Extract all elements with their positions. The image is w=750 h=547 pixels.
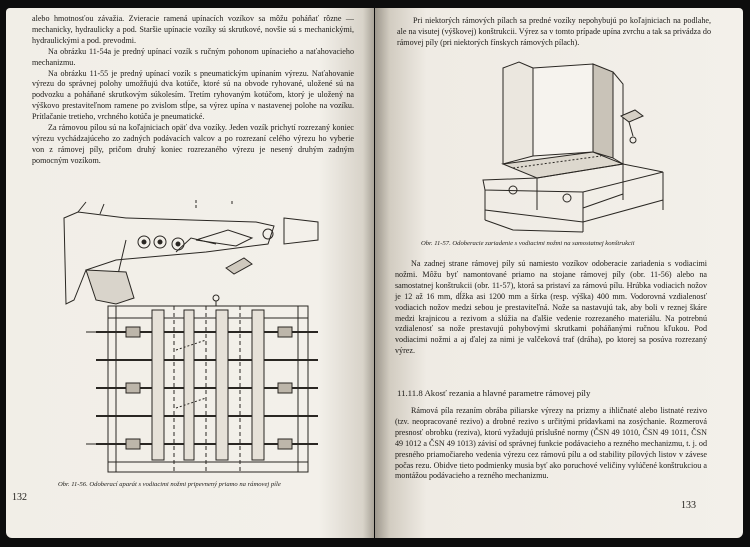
right-page-section [395, 406, 707, 482]
section-heading: 11.11.8 Akosť rezania a hlavné parametre rámovej píly [397, 388, 591, 398]
page-number: 133 [681, 500, 696, 511]
right-page [375, 8, 743, 538]
left-page [6, 8, 374, 538]
paragraph: Na obrázku 11-55 je predný upínací vozík s pneumatickým upínaním výrezu. Naťahovanie výrezu do správnej polohy umožňujú dva kotúče, ktoré sú na obvode ryhované, uložené sú na podvozku a poháňané skrutkovým súkolesím. Tretím ryhovaným kotúčom, ktorý je uložený na výškovo prestaviteľnom ramene po zvislom stĺpe, sa výrez upína v nastavenej polohe na vozíku. Prítlačanie tretieho, vrchného kotúča je pneumatické. [32, 68, 354, 122]
paragraph: Na zadnej strane rámovej píly sú namiesto vozíkov odoberacie zariadenia s vodiacimi nožmi. Môžu byť namontované priamo na stojane rámovej píly (obr. 11-56) alebo na samostatnej konštrukcii (obr. 11-57), ktorá sa pristaví za rámovú pílu. Hrúbka vodiacich nožov je 12 až 16 mm, dĺžka asi 1200 mm a šírka (resp. výška) 400 mm. Vodorovná vzdialenosť vodiacich nožov medzi sebou je prestaviteľná. Nože sa nastavujú tak, aby boli v reznej škáre medzi krajnicou a rezivom a slúžia na ďalšie vedenie rozrezaného materiálu. Na potrebnú vzdialenosť sa nože prestavujú pohybovými skrutkami poháňanými ručnou kľukou. Pod vodiacimi nožmi a aj ďalej za nimi je valčeková traf (dráha), po ktorej sa posúva rozrezaný výrez. [395, 259, 707, 356]
figure-caption: Obr. 11-57. Odoberacie zariadenie s vodiacimi nožmi na samostatnej konštrukcii [421, 240, 635, 247]
paragraph: Pri niektorých rámových pílach sa predné vozíky nepohybujú po koľajniciach na podlahe, ale na visutej (výškovej) konštrukcii. Výrez sa v tomto prípade upína zvrchu a tak sa privádza do rámovej píly (pri niektorých fínskych rámových pílach). [397, 16, 711, 47]
right-page-intro [397, 16, 711, 49]
paragraph: Rámová píla rezaním obrába piliarske výrezy na prizmy a ihličnaté alebo listnaté rezivo (tzv. neopracované rezivo) a drobné rezivo s určitými prídavkami na zosýchanie. Rozmerová presnosť obrobku (reziva), ktorú vyžadujú príslušné normy (ČSN 49 1010, ČSN 49 1011, ČSN 49 1012 a ČSN 49 1013) závisí od správnej funkcie podávacieho a rezného mechanizmu, t. j. od presného priamočiareho vedenia výrezu cez rámovú pílu a od stability pílových listov v závese počas rezu. Obidve tieto podmienky musia byť ako poruchové veličiny vylúčené konštrukciou a montážou podávacieho a rezného mechanizmu. [395, 406, 707, 481]
figure-11-57-drawing [473, 60, 671, 238]
figure-caption: Obr. 11-56. Odoberací aparát s vodiacimi nožmi pripevnený priamo na rámovej píle [58, 481, 281, 488]
paragraph: Za rámovou pílou sú na koľajniciach opäť dva vozíky. Jeden vozík prichytí rozrezaný koniec výrezu vychádzajúceho zo zadných podávacích valcov a po rozrezaní celého výrezu ho vyberie von z rámovej píly, pričom druhý koniec rozrezaného výrezu je nesený druhým zadným pomocným vozíkom. [32, 123, 354, 165]
right-page-body [395, 259, 707, 357]
paragraph: Na obrázku 11-54a je predný upínací vozík s ručným pohonom upínacieho a naťahovacieho mechanizmu. [32, 46, 354, 67]
page-number: 132 [12, 492, 27, 503]
figure-11-56-drawing [56, 200, 326, 478]
paragraph: alebo hmotnosťou závažia. Zvieracie ramená upínacích vozíkov sa môžu poháňať rôzne — mechanicky, hydraulicky a pod. Staršie upínacie vozíky sú skrutkové, novšie sú s mechanickými, hydraulickými a pod. prevodmi. [32, 14, 354, 45]
left-page-text [32, 14, 354, 167]
